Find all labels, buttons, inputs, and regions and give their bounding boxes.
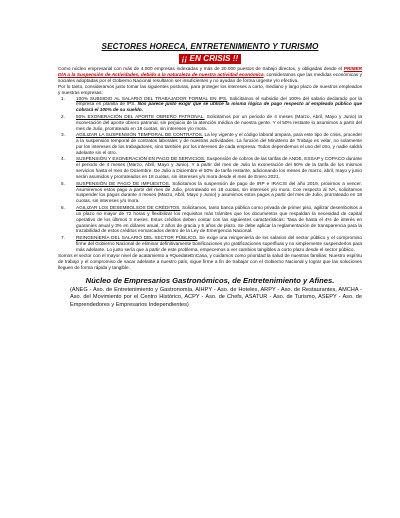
list-item xyxy=(58,114,362,132)
item-text: Solicitamos la suspensión de pago de IRP e IRACIS del año 2019, próximos a vencer. Asumiremos estos pago a partir del mes de Julio, prorrateado en 18 cuotas, sin intereses y/o mora. Con respecto al IVA, solicitamos suspender los pagos durante 4 meses (Marzo, Abril, Mayo y Junio) y asumimos estos pagos a partir del mes de Julio, prorrateado en 18 cuotas, sin intereses y/o mora. xyxy=(76,180,362,204)
associations-list: (ANEG - Aso. de Entretenimiento y Gastronomía, AIHPY - Aso. de Hoteles, ARPY - Aso. de Restaurantes, AMCHA - Aso. del Movimiento por el Centro Histórico, ACPY - Aso. de Chefs, ASATUR - Aso. de Turismo, ASEPY - Aso. de Emprendedores y Empresarios Independientes) xyxy=(70,286,362,308)
list-item xyxy=(58,181,362,205)
item-text: Se exige una reingeniería de los salarios del sector público y el compromiso firme del Gobierno Nacional de eliminar definitivamente bonificaciones y/o gratificaciones superfluas y no simplemente suspenderlos para más adelante. Lo justo sería que a partir de este problema, empecemos a ver cambios tangibles a corto plazo desde el sector público. xyxy=(76,234,362,252)
intro-text-b: , consideramos que las medidas económicas y sociales adoptadas por el Gobierno Nacional resultaron ser insuficientes y no ayudan de forma urgente y/o efectiva. xyxy=(58,71,362,83)
list-item xyxy=(58,132,362,156)
item-number: 3. xyxy=(61,132,65,138)
item-bold-text: Nos parece justo exigir que se utilice la misma lógica de pago respecto al empleado público que cobrará el 100% de su sueldo. xyxy=(76,101,362,113)
item-number: 4. xyxy=(61,156,65,162)
item-lead: SUSPENSIÓN Y EXONERACIÓN EN PAGO DE SERVICIOS. xyxy=(76,156,206,162)
list-item xyxy=(58,235,362,253)
list-item xyxy=(58,96,362,114)
item-number: 5. xyxy=(61,180,65,186)
item-number: 7. xyxy=(61,234,65,240)
item-text: Solicitamos el subsidio del 100% del salario declarado por la empresa en planilla de IPS. xyxy=(76,95,362,107)
item-lead: 50% EXONERACIÓN DEL APORTE OBRERO PATRONAL. xyxy=(76,113,205,119)
intro-text-a: Como núcleo empresarial con más de 4.000 empresas indexadas y más de 20.000 puestos de trabajo directos, y obligadas desde el xyxy=(58,66,344,71)
signature-title: Núcleo de Empresarios Gastronómicos, de Entretenimiento y Afines. xyxy=(85,275,335,285)
closing-paragraph: Somos el sector con el mayor nivel de acatamiento a #QuedateEnCasa, y cuidamos como prioridad la salud de nuestras familias. Nuestro espíritu de trabajo y el compromiso de sacar adelante a nuestro país, sigue firme a fin de trabajar con el Gobierno Nacional y lograr que las soluciones lleguen de forma rápida y tangible. xyxy=(58,253,362,271)
document-title: SECTORES HORECA, ENTRETENIMIENTO Y TURISMO xyxy=(101,42,319,51)
list-item xyxy=(58,205,362,235)
item-text: Suspensión de cobros de las tarifas de ANDE, ESSAP y COPACO durante el periodo de 4 meses (Marzo, Abril, Mayo y Junio). Y a partir del mes de Julio la exoneración del 50% de la tarifa de los mismos servicios hasta el mes de Diciembre. De Julio a Diciembre el 50% de tarifa restante, adicionando los meses de marzo, abril, mayo y junio serán asumidos y prorrateados en 18 cuotas, sin intereses y/o mora desde el mes de Enero 2021. xyxy=(76,156,362,180)
item-lead: AGILIZAR LA SUSPENSIÓN TEMPORAL DE CONTRATOS. xyxy=(76,132,204,138)
item-lead: REINGENIERÍA DEL SALARIO DEL SECTOR PÚBLICO. xyxy=(76,234,198,240)
intro-paragraph xyxy=(58,66,362,84)
item-number: 1. xyxy=(61,95,65,101)
intro-highlight: PRIMER DÍA a la Suspensión de Actividades, debido a la naturaleza de nuestra actividad económica xyxy=(58,66,362,77)
intro-paragraph-2: Por lo tanto, consideramos justo tomar las siguientes posturas, para proteger los intereses a corto, mediano y largo plazo de nuestros empleados y nuestras empresas: xyxy=(58,83,362,95)
item-text: Solicitamos por un periodo de 4 meses (Marzo, Abril, Mayo y Junio) la exoneración del aporte obrero patronal, sin perjuicio de la atención médica de nuestra gente. Y el 50% restante lo asumimos a partir del mes de Julio, prorrateado en 18 cuotas, sin intereses y/o mora. xyxy=(76,113,362,131)
demands-list xyxy=(58,96,362,253)
crisis-banner: ¡¡ EN CRISIS !! xyxy=(179,54,241,64)
item-lead: SUSPENSIÓN DE PAGO DE IMPUESTOS. xyxy=(76,180,171,186)
item-lead: 100% SUBSIDIO AL SALARIO DEL TRABAJADOR FORMAL EN IPS. xyxy=(76,95,228,101)
item-lead: AGILIZAR LOS DESEMBOLSOS DE CRÉDITOS. xyxy=(76,204,181,210)
list-item xyxy=(58,156,362,180)
item-number: 2. xyxy=(61,113,65,119)
item-text: La ley vigente y el código laboral ampara, para este tipo de crisis, proceder a la suspensión temporal de contratos laborales y de nuestras actividades. La función del Ministerio de Trabajo es velar, no solamente por los intereses de los trabajadores, sino también por los intereses de cada empresa. Todos dependemos el uno del otro, y nadie saldrá adelante sin el otro. xyxy=(76,132,363,155)
item-number: 6. xyxy=(61,204,65,210)
item-text: Solicitamos, tanto banca pública como privada de primer piso, agilizar desembolsos a un plazo no mayor de 72 horas y flexibilizar los requisitos más trámites que los documentos que respaldan la necesidad de capital operativo de los últimos 3 meses. Estos créditos deben contar con las siguientes características: Tasa de hasta el 4% de interés en guaraníes anual y 3% en dólares anual, 2 años de gracia y 5 años de plazo. Se debe aplicar la reglamentación de transparencia para la trazabilidad de estos créditos enmarcados dentro de la Ley de Emergencia Nacional. xyxy=(76,204,362,234)
